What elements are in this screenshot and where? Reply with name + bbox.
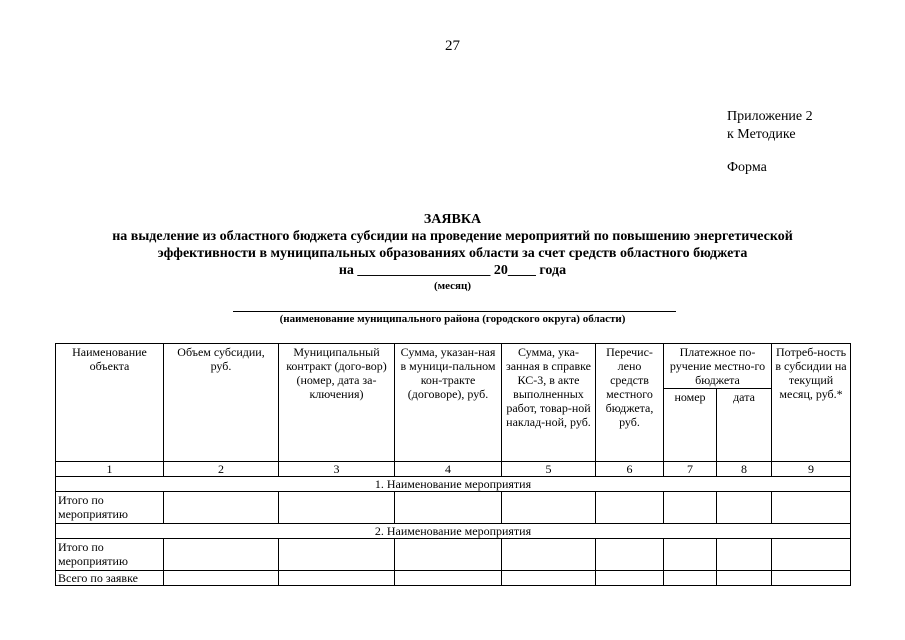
header-ks3-amount: Сумма, ука-занная в справке КС-3, в акте выполненных работ, товар-ной наклад-ной, руб. [502,344,596,462]
column-number: 1 [56,462,164,477]
table-cell [164,539,279,571]
table-cell [596,492,664,524]
column-number: 2 [164,462,279,477]
header-transferred-funds: Перечис-лено средств местного бюджета, руб. [596,344,664,462]
table-cell [502,492,596,524]
subtotal-label: Итого по мероприятию [56,539,164,571]
table-cell [395,539,502,571]
title-line-1: на выделение из областного бюджета субсидии на проведение мероприятий по повышению энергетической [112,229,793,244]
title-line-2: эффективности в муниципальных образованиях области за счет средств областного бюджета [157,246,748,261]
table-cell [664,571,717,586]
column-numbers-row [56,462,851,477]
table-cell [502,539,596,571]
form-label: Форма [727,160,767,175]
table-cell [717,492,772,524]
subtotal-row-2 [56,539,851,571]
page-number: 27 [445,38,460,54]
table-cell [596,539,664,571]
column-number: 8 [717,462,772,477]
table-cell [664,492,717,524]
header-contract-amount: Сумма, указан-ная в муници-пальном кон-тракте (договоре), руб. [395,344,502,462]
table-cell [279,492,395,524]
table-cell [717,539,772,571]
district-caption: (наименование муниципального района (городского округа) области) [279,313,626,325]
column-number: 9 [772,462,851,477]
table-cell [664,539,717,571]
table-cell [395,492,502,524]
appendix-note [727,108,813,144]
table-cell [772,492,851,524]
title-line-3: на ___________________ 20____ года [338,263,567,278]
column-number: 4 [395,462,502,477]
subtotal-label: Итого по мероприятию [56,492,164,524]
table-cell [279,571,395,586]
header-payment-date: дата [717,389,772,462]
header-subsidy-need: Потреб-ность в субсидии на текущий месяц, руб.* [772,344,851,462]
table-cell [772,539,851,571]
district-fill-line [233,311,676,312]
column-number: 3 [279,462,395,477]
column-number: 5 [502,462,596,477]
month-caption: (месяц) [433,280,471,292]
header-row [56,344,851,389]
subtotal-row-1 [56,492,851,524]
table-cell [596,571,664,586]
header-payment-order: Платежное по-ручение местно-го бюджета [664,344,772,389]
table-cell [164,492,279,524]
table-cell [772,571,851,586]
grand-total-label: Всего по заявке [56,571,164,586]
table-cell [502,571,596,586]
appendix-line-1: Приложение 2 [727,109,813,124]
request-table [55,343,851,586]
header-subsidy-volume: Объем субсидии, руб. [164,344,279,462]
header-municipal-contract: Муниципальный контракт (дого-вор) (номер, дата за-ключения) [279,344,395,462]
column-number: 7 [664,462,717,477]
header-object-name: Наименование объекта [56,344,164,462]
table-cell [279,539,395,571]
header-payment-number: номер [664,389,717,462]
grand-total-row [56,571,851,586]
table-cell [164,571,279,586]
section-title-2: 2. Наименование мероприятия [56,524,851,539]
document-title [0,211,905,292]
appendix-line-2: к Методике [727,127,796,142]
table-cell [395,571,502,586]
section-title-1: 1. Наименование мероприятия [56,477,851,492]
section-row-2 [56,524,851,539]
title-heading: ЗАЯВКА [423,212,482,227]
table-cell [717,571,772,586]
section-row-1 [56,477,851,492]
column-number: 6 [596,462,664,477]
